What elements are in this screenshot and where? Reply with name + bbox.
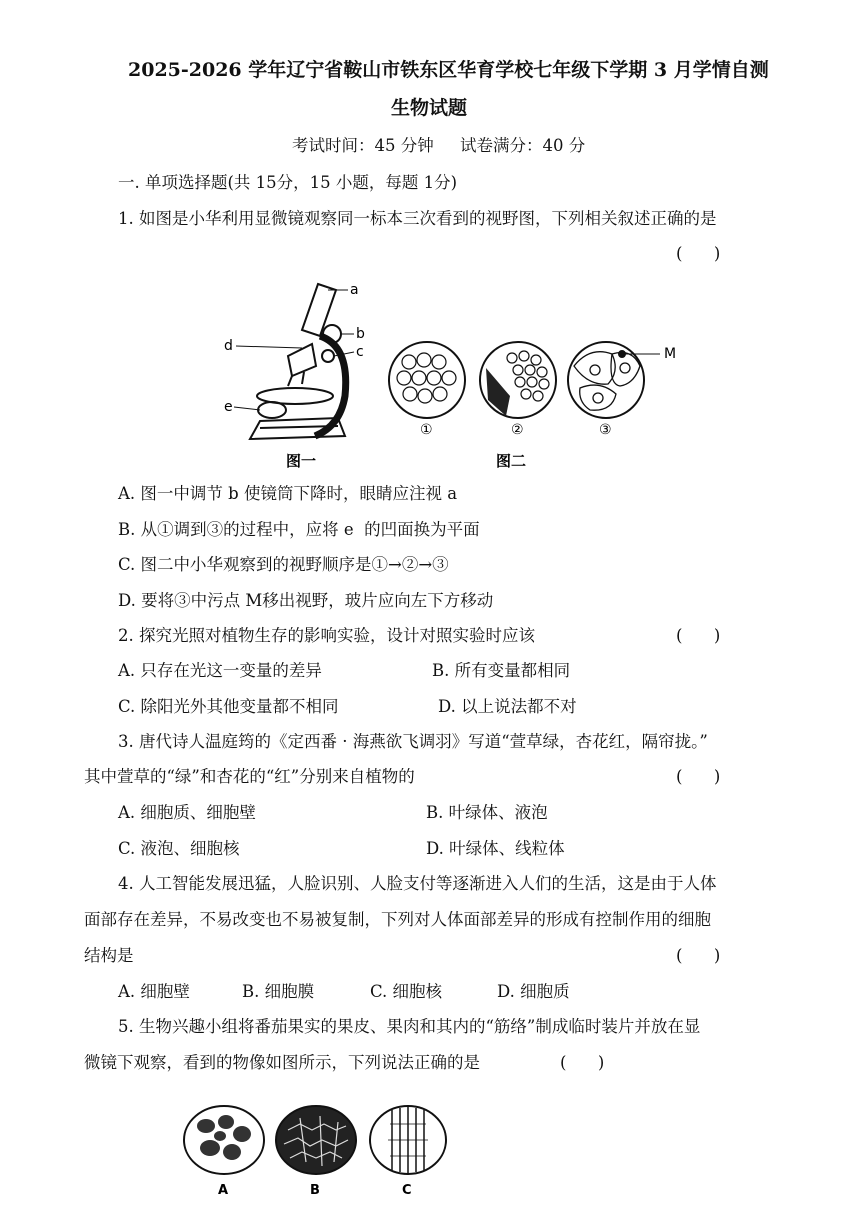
- q4-answer-bracket[interactable]: ( ): [676, 946, 721, 965]
- label-a: a: [350, 282, 359, 298]
- q4-stem-line1: 4. 人工智能发展迅猛，人脸识别、人脸支付等逐渐进入人们的生活，这是由于人体: [118, 874, 717, 893]
- q3-option-b[interactable]: B. 叶绿体、液泡: [426, 803, 548, 822]
- label-d: d: [224, 338, 233, 354]
- label-b: b: [356, 326, 365, 342]
- figure-1-caption: 图一: [286, 452, 317, 470]
- view-1-label: ①: [420, 422, 433, 438]
- tissue-view-c: [370, 1106, 446, 1174]
- q3-answer-bracket[interactable]: ( ): [676, 767, 721, 786]
- microscope-and-views-diagram: [220, 276, 680, 476]
- q5-stem-line1: 5. 生物兴趣小组将番茄果实的果皮、果肉和其内的“筋络”制成临时装片并放在显: [118, 1017, 701, 1036]
- tissue-label-b: B: [310, 1183, 320, 1198]
- q2-option-a[interactable]: A. 只存在光这一变量的差异: [118, 661, 322, 680]
- label-m: M: [664, 346, 677, 362]
- mirror: [258, 402, 286, 418]
- q2-stem: 2. 探究光照对植物生存的影响实验，设计对照实验时应该: [118, 626, 535, 645]
- q3-option-a[interactable]: A. 细胞质、细胞壁: [118, 803, 256, 822]
- tissue-label-c: C: [402, 1183, 412, 1198]
- q2-option-d[interactable]: D. 以上说法都不对: [438, 697, 577, 716]
- tissue-view-b: [276, 1106, 356, 1174]
- fine-adjuster: [322, 350, 334, 362]
- view-1-circle: [389, 342, 465, 418]
- q3-stem-line1: 3. 唐代诗人温庭筠的《定西番 · 海燕欲飞调羽》写道“萱草绿，杏花红，隔帘拢。”: [118, 732, 708, 751]
- q2-option-c[interactable]: C. 除阳光外其他变量都不相同: [118, 697, 339, 716]
- tomato-tissue-diagram: [180, 1100, 460, 1200]
- q5-figure: [180, 1100, 460, 1200]
- q5-stem-line2: 微镜下观察，看到的物像如图所示，下列说法正确的是: [84, 1053, 480, 1072]
- tissue-label-a: A: [218, 1183, 229, 1198]
- q4-stem-line2: 面部存在差异，不易改变也不易被复制，下列对人体面部差异的形成有控制作用的细胞: [84, 910, 711, 929]
- q3-option-d[interactable]: D. 叶绿体、线粒体: [426, 839, 565, 858]
- q1-stem: 1. 如图是小华利用显微镜观察同一标本三次看到的视野图，下列相关叙述正确的是: [118, 209, 717, 228]
- q5-answer-bracket[interactable]: ( ): [560, 1053, 605, 1072]
- exam-subtitle: 生物试题: [391, 97, 468, 119]
- q1-figure: [220, 276, 680, 476]
- q4-stem-line3: 结构是: [84, 946, 134, 965]
- q4-option-a[interactable]: A. 细胞壁: [118, 982, 190, 1001]
- eyepiece-tube: [302, 284, 336, 336]
- figure-2-caption: 图二: [496, 452, 527, 470]
- exam-title: 2025-2026 学年辽宁省鞍山市铁东区华育学校七年级下学期 3 月学情自测: [128, 59, 769, 81]
- q4-option-d[interactable]: D. 细胞质: [497, 982, 570, 1001]
- label-c: c: [356, 344, 364, 360]
- q1-option-d[interactable]: D. 要将③中污点 M移出视野，玻片应向左下方移动: [118, 591, 494, 610]
- nosepiece: [288, 344, 316, 376]
- section-heading: 一. 单项选择题(共 15分，15 小题，每题 1分): [118, 173, 458, 192]
- q1-option-b[interactable]: B. 从①调到③的过程中，应将 e 的凹面换为平面: [118, 520, 480, 539]
- q1-option-a[interactable]: A. 图一中调节 b 使镜筒下降时，眼睛应注视 a: [118, 484, 458, 503]
- q3-option-c[interactable]: C. 液泡、细胞核: [118, 839, 240, 858]
- q4-option-c[interactable]: C. 细胞核: [370, 982, 443, 1001]
- q1-option-c[interactable]: C. 图二中小华观察到的视野顺序是①→②→③: [118, 555, 449, 574]
- q2-answer-bracket[interactable]: ( ): [676, 626, 721, 645]
- q4-option-b[interactable]: B. 细胞膜: [242, 982, 315, 1001]
- tissue-view-a: [184, 1106, 264, 1174]
- q2-option-b[interactable]: B. 所有变量都相同: [432, 661, 571, 680]
- q1-answer-bracket[interactable]: ( ): [676, 244, 721, 263]
- view-3-circle: [568, 342, 644, 418]
- q3-stem-line2: 其中萱草的“绿”和杏花的“红”分别来自植物的: [84, 767, 415, 786]
- label-e: e: [224, 399, 233, 415]
- view-3-label: ③: [599, 422, 612, 438]
- view-2-label: ②: [511, 422, 524, 438]
- exam-info: 考试时间：45 分钟 试卷满分：40 分: [292, 136, 586, 155]
- view-2-circle: [480, 342, 556, 418]
